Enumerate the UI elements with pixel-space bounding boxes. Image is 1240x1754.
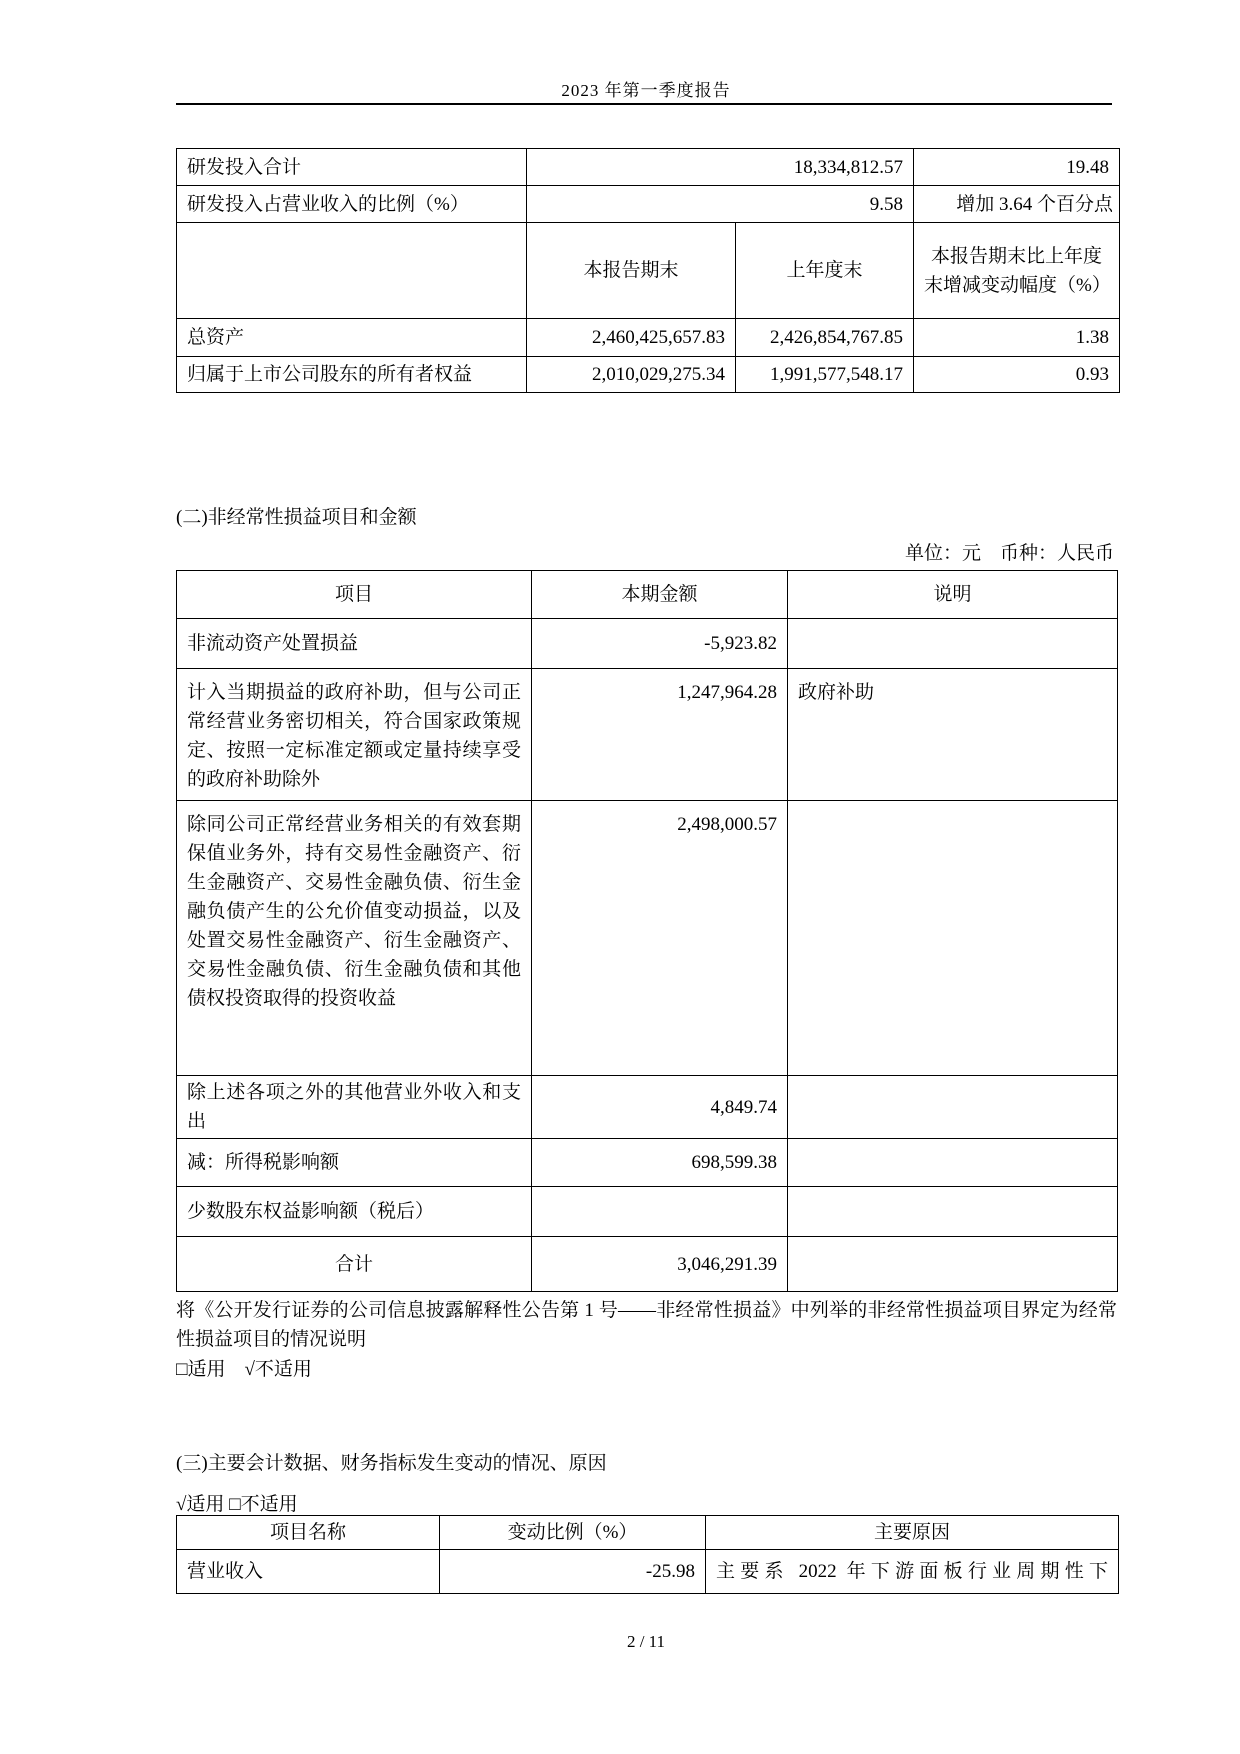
item-note [788, 619, 1118, 669]
item-label: 计入当期损益的政府补助，但与公司正常经营业务密切相关，符合国家政策规定、按照一定标准定额或定量持续享受的政府补助除外 [177, 669, 532, 801]
header-rule [176, 103, 1112, 105]
item-amount: 2,498,000.57 [532, 801, 788, 1076]
col-header-amount: 本期金额 [532, 571, 788, 619]
col-header-reason: 主要原因 [706, 1516, 1119, 1550]
unit-currency-note: 单位：元 币种：人民币 [904, 543, 1114, 564]
revenue-label: 营业收入 [177, 1550, 440, 1594]
applicability-line: √适用 □不适用 [176, 1494, 298, 1515]
total-assets-prior: 2,426,854,767.85 [736, 319, 914, 357]
revenue-reason: 主要系 2022 年下游面板行业周期性下 [706, 1550, 1119, 1594]
changes-table [176, 1515, 1119, 1594]
table-row [177, 186, 1120, 223]
rd-total-amount: 18,334,812.57 [527, 149, 914, 186]
section2-heading: (二)非经常性损益项目和金额 [176, 507, 417, 528]
table-header-row [177, 571, 1118, 619]
col-header-item: 项目 [177, 571, 532, 619]
item-label: 除同公司正常经营业务相关的有效套期保值业务外，持有交易性金融资产、衍生金融资产、交易性金融负债、衍生金融负债产生的公允价值变动损益，以及处置交易性金融资产、衍生金融资产、交易性金融负债、衍生金融负债和其他债权投资取得的投资收益 [177, 801, 532, 1076]
col-header-current-period: 本报告期末 [527, 223, 736, 319]
table-row [177, 1139, 1118, 1187]
col-header-change: 本报告期末比上年度末增减变动幅度（%） [914, 223, 1120, 319]
item-amount: 4,849.74 [532, 1076, 788, 1139]
applicability-line: □适用 √不适用 [176, 1359, 312, 1380]
item-amount: 698,599.38 [532, 1139, 788, 1187]
table-row [177, 1187, 1118, 1237]
item-label: 减：所得税影响额 [177, 1139, 532, 1187]
page-number: 2 / 11 [626, 1632, 666, 1651]
rd-summary-table [176, 148, 1120, 393]
equity-change: 0.93 [914, 357, 1120, 393]
item-note [788, 1139, 1118, 1187]
empty-cell [177, 223, 527, 319]
table-header-row [177, 1516, 1119, 1550]
rd-total-label: 研发投入合计 [177, 149, 527, 186]
item-amount: -5,923.82 [532, 619, 788, 669]
table-row [177, 1076, 1118, 1139]
rd-ratio-change: 增加 3.64 个百分点 [914, 186, 1120, 223]
item-note [788, 801, 1118, 1076]
non-recurring-definition-note: 将《公开发行证券的公司信息披露解释性公告第 1 号——非经常性损益》中列举的非经常性损益项目界定为经常性损益项目的情况说明 [176, 1300, 1117, 1350]
page-title: 2023 年第一季度报告 [561, 81, 731, 100]
col-header-name: 项目名称 [177, 1516, 440, 1550]
total-amount: 3,046,291.39 [532, 1237, 788, 1292]
total-note [788, 1237, 1118, 1292]
rd-ratio-label: 研发投入占营业收入的比例（%） [177, 186, 527, 223]
table-row [177, 619, 1118, 669]
rd-ratio-amount: 9.58 [527, 186, 914, 223]
item-amount [532, 1187, 788, 1237]
col-header-ratio: 变动比例（%） [440, 1516, 706, 1550]
equity-prior: 1,991,577,548.17 [736, 357, 914, 393]
table-row [177, 801, 1118, 1076]
item-note [788, 1076, 1118, 1139]
revenue-ratio: -25.98 [440, 1550, 706, 1594]
total-assets-label: 总资产 [177, 319, 527, 357]
item-label: 除上述各项之外的其他营业外收入和支出 [177, 1076, 532, 1139]
equity-current: 2,010,029,275.34 [527, 357, 736, 393]
total-assets-current: 2,460,425,657.83 [527, 319, 736, 357]
table-row [177, 669, 1118, 801]
table-row [177, 1550, 1119, 1594]
item-label: 非流动资产处置损益 [177, 619, 532, 669]
table-header-row [177, 223, 1120, 319]
col-header-note: 说明 [788, 571, 1118, 619]
total-assets-change: 1.38 [914, 319, 1120, 357]
total-label: 合计 [177, 1237, 532, 1292]
section3-heading: (三)主要会计数据、财务指标发生变动的情况、原因 [176, 1453, 607, 1474]
equity-label: 归属于上市公司股东的所有者权益 [177, 357, 527, 393]
item-note: 政府补助 [788, 669, 1118, 801]
non-recurring-items-table [176, 570, 1118, 1292]
item-amount: 1,247,964.28 [532, 669, 788, 801]
table-row [177, 1237, 1118, 1292]
table-row [177, 319, 1120, 357]
table-row [177, 357, 1120, 393]
table-row [177, 149, 1120, 186]
rd-total-change: 19.48 [914, 149, 1120, 186]
item-note [788, 1187, 1118, 1237]
item-label: 少数股东权益影响额（税后） [177, 1187, 532, 1237]
col-header-prior-year: 上年度末 [736, 223, 914, 319]
